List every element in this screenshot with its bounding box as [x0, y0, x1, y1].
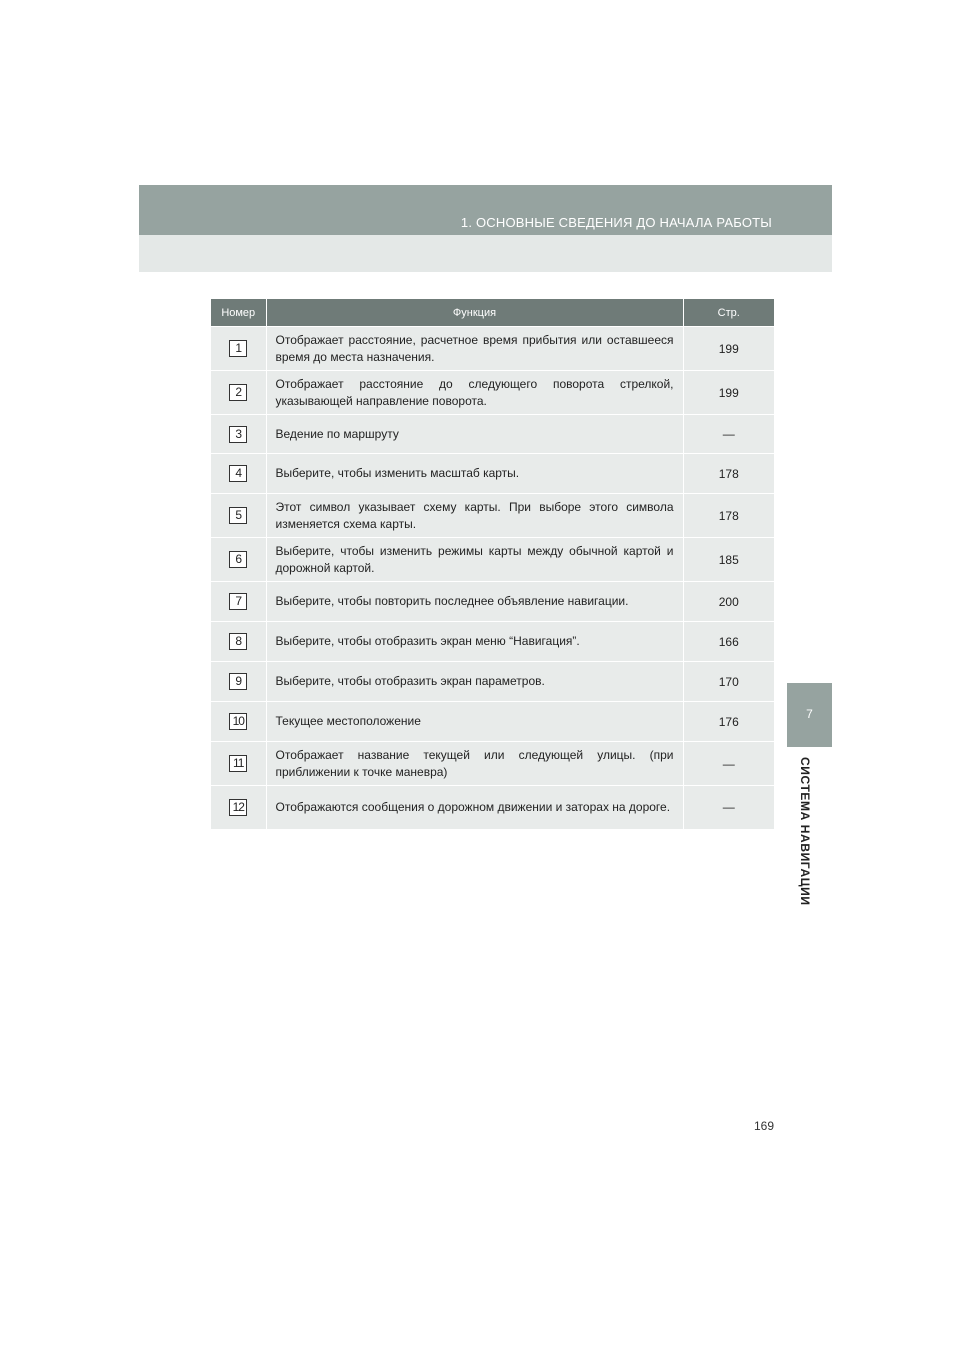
row-number-cell — [211, 662, 266, 702]
row-number-cell — [211, 371, 266, 415]
header-title: 1. ОСНОВНЫЕ СВЕДЕНИЯ ДО НАЧАЛА РАБОТЫ — [460, 215, 772, 230]
row-function-cell: Выберите, чтобы повторить последнее объявление навигации. — [266, 582, 683, 622]
table-row — [211, 786, 774, 829]
header-function: Функция — [266, 299, 683, 327]
row-number-cell — [211, 415, 266, 454]
row-page-cell: 199 — [683, 327, 774, 371]
page-header — [139, 185, 832, 235]
row-page-cell: — — [683, 415, 774, 454]
row-number-badge: 5 — [229, 507, 247, 524]
page-number: 169 — [753, 1119, 774, 1133]
row-page-cell: 200 — [683, 582, 774, 622]
header-number: Номер — [211, 299, 266, 327]
row-function-cell: Отображает расстояние, расчетное время прибытия или оставшееся время до места назначения. — [266, 327, 683, 371]
header-page: Стр. — [683, 299, 774, 327]
row-number-badge: 9 — [229, 673, 247, 690]
row-number-badge: 4 — [229, 465, 247, 482]
row-page-cell: — — [683, 786, 774, 829]
row-function-cell: Выберите, чтобы отобразить экран меню “Навигация”. — [266, 622, 683, 662]
table-row — [211, 622, 774, 662]
row-number-cell — [211, 622, 266, 662]
row-function-cell: Отображаются сообщения о дорожном движении и заторах на дороге. — [266, 786, 683, 829]
row-function-cell: Выберите, чтобы отобразить экран параметров. — [266, 662, 683, 702]
row-number-badge: 6 — [229, 551, 247, 568]
row-page-cell: 178 — [683, 494, 774, 538]
row-page-cell: 178 — [683, 454, 774, 494]
row-number-badge: 7 — [229, 593, 247, 610]
header-sub-band — [139, 235, 832, 272]
row-function-cell: Выберите, чтобы изменить масштаб карты. — [266, 454, 683, 494]
table-row — [211, 327, 774, 371]
row-number-badge: 11 — [229, 755, 247, 772]
row-function-cell: Отображает название текущей или следующей улицы. (при приближении к точке маневра) — [266, 742, 683, 786]
row-number-badge: 10 — [229, 713, 247, 730]
table-row — [211, 702, 774, 742]
chapter-tab — [787, 683, 832, 747]
table-row — [211, 538, 774, 582]
row-number-cell — [211, 454, 266, 494]
table-row — [211, 742, 774, 786]
row-number-badge: 3 — [229, 426, 247, 443]
row-function-cell: Отображает расстояние до следующего поворота стрелкой, указывающей направление поворота. — [266, 371, 683, 415]
row-number-cell — [211, 538, 266, 582]
table-row — [211, 662, 774, 702]
row-page-cell: 185 — [683, 538, 774, 582]
chapter-number: 7 — [806, 707, 813, 721]
row-page-cell: 166 — [683, 622, 774, 662]
row-number-badge: 1 — [229, 340, 247, 357]
chapter-title: СИСТЕМА НАВИГАЦИИ — [798, 757, 812, 906]
row-function-cell: Этот символ указывает схему карты. При выборе этого символа изменяется схема карты. — [266, 494, 683, 538]
row-number-cell — [211, 702, 266, 742]
row-page-cell: 199 — [683, 371, 774, 415]
row-page-cell: — — [683, 742, 774, 786]
row-number-badge: 2 — [229, 384, 247, 401]
row-number-cell — [211, 786, 266, 829]
row-function-cell: Ведение по маршруту — [266, 415, 683, 454]
row-number-cell — [211, 494, 266, 538]
row-function-cell: Выберите, чтобы изменить режимы карты между обычной картой и дорожной картой. — [266, 538, 683, 582]
table-row — [211, 454, 774, 494]
row-number-cell — [211, 327, 266, 371]
table-row — [211, 582, 774, 622]
table-header-row — [211, 299, 774, 327]
table-row — [211, 494, 774, 538]
row-page-cell: 176 — [683, 702, 774, 742]
table-row — [211, 415, 774, 454]
row-page-cell: 170 — [683, 662, 774, 702]
row-number-badge: 8 — [229, 633, 247, 650]
row-number-cell — [211, 742, 266, 786]
row-number-badge: 12 — [229, 799, 247, 816]
reference-table — [211, 299, 774, 829]
table-row — [211, 371, 774, 415]
row-number-cell — [211, 582, 266, 622]
row-function-cell: Текущее местоположение — [266, 702, 683, 742]
